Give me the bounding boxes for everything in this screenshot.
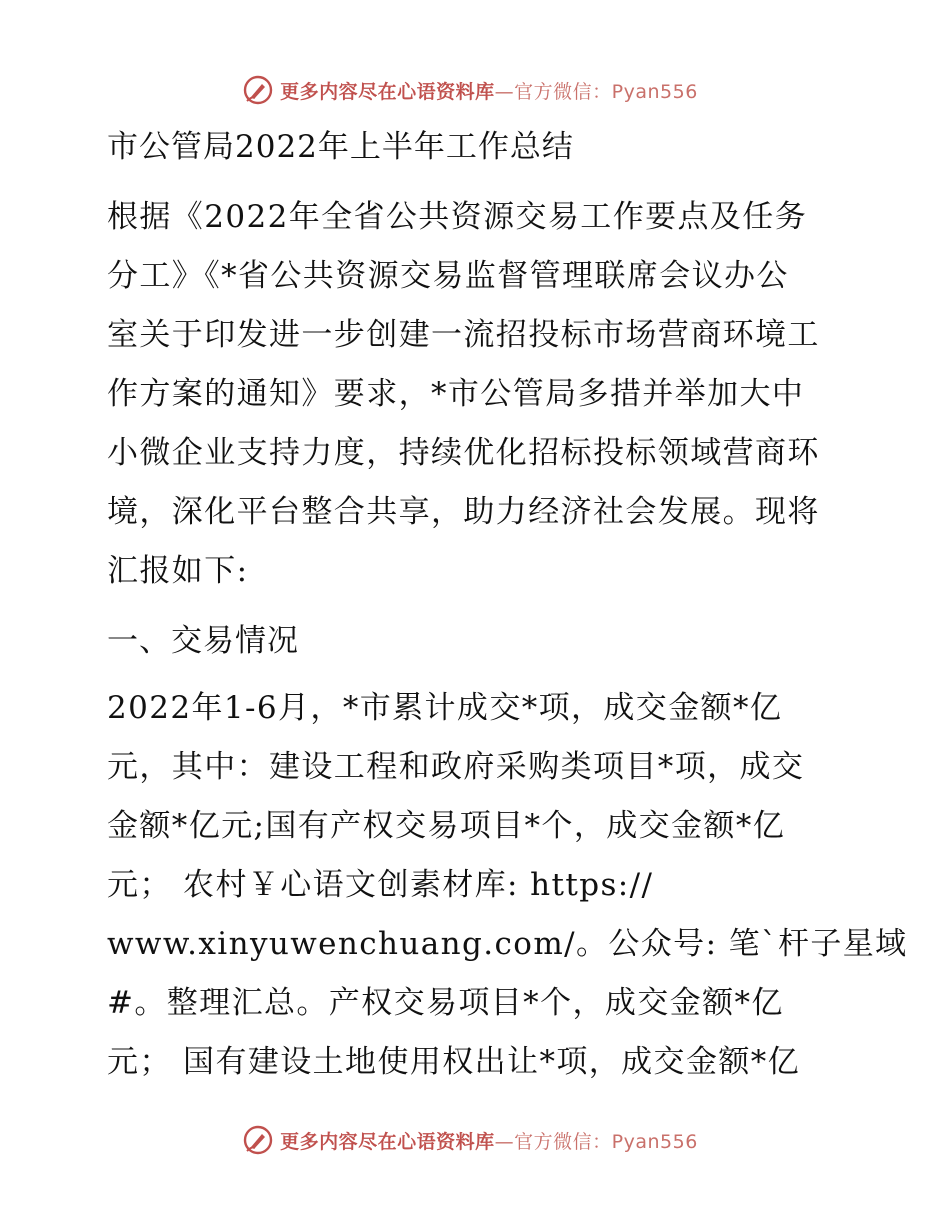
header-banner-rest: —官方微信：Pyan556 [494, 80, 698, 103]
header-banner-strong: 更多内容尽在心语资料库 [280, 80, 495, 103]
header-banner [0, 70, 950, 110]
text-line: 室关于印发进一步创建一流招投标市场营商环境工 [107, 317, 820, 353]
text-line: #。整理汇总。产权交易项目*个，成交金额*亿 [107, 985, 784, 1021]
text-line: 小微企业支持力度，持续优化招标投标领域营商环 [107, 435, 820, 471]
transaction-paragraph [97, 679, 908, 1092]
header-banner-text [280, 77, 698, 104]
text-line: 分工》《*省公共资源交易监督管理联席会议办公 [107, 258, 789, 294]
text-line: 2022年1-6月，*市累计成交*项，成交金额*亿 [107, 690, 783, 726]
footer-banner-content [242, 1124, 698, 1156]
pen-circle-logo-icon [242, 1124, 274, 1156]
section-heading-1: 一、交易情况 [107, 623, 299, 659]
text-line: 汇报如下: [107, 553, 249, 589]
footer-banner [0, 1120, 950, 1160]
document-title: 市公管局2022年上半年工作总结 [107, 129, 574, 165]
text-line: 根据《2022年全省公共资源交易工作要点及任务 [107, 199, 808, 235]
intro-paragraph [97, 188, 857, 601]
pen-circle-logo-icon [242, 74, 274, 106]
text-line: www.xinyuwenchuang.com/。公众号: 笔`杆子星域 [107, 926, 908, 962]
text-line: 作方案的通知》要求，*市公管局多措并举加大中 [107, 376, 805, 412]
footer-banner-strong: 更多内容尽在心语资料库 [280, 1130, 495, 1153]
text-line: 元； 国有建设土地使用权出让*项，成交金额*亿 [107, 1044, 801, 1080]
document-body [97, 115, 908, 1092]
text-line: 境，深化平台整合共享，助力经济社会发展。现将 [107, 494, 820, 530]
header-banner-content [242, 74, 698, 106]
text-line: 元，其中：建设工程和政府采购类项目*项，成交 [107, 749, 805, 785]
footer-banner-rest: —官方微信：Pyan556 [494, 1130, 698, 1153]
text-line: 金额*亿元;国有产权交易项目*个，成交金额*亿 [107, 808, 786, 844]
text-line: 元； 农村￥心语文创素材库: https:// [107, 867, 654, 903]
footer-banner-text [280, 1127, 698, 1154]
